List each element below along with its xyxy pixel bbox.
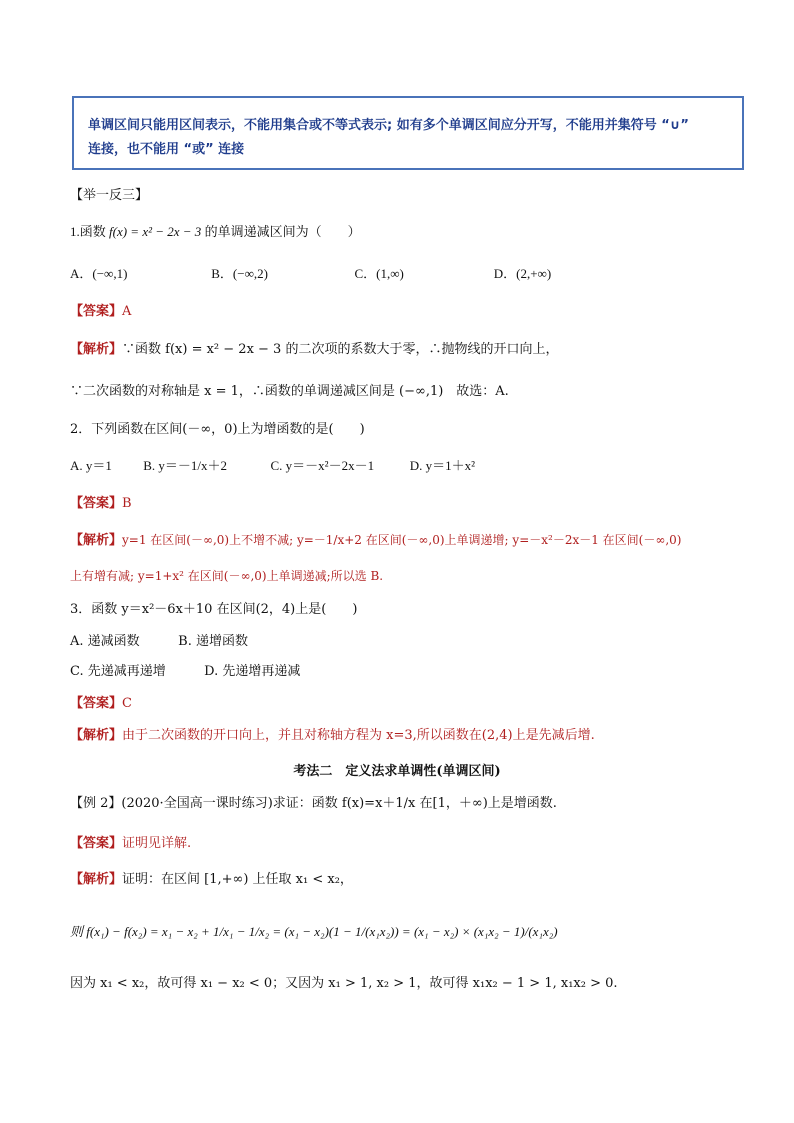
q1-analysis-tag: 【解析】	[70, 342, 123, 357]
q3-options-row1	[70, 632, 248, 652]
q3-option-a: A. 递减函数	[70, 634, 140, 649]
q1-option-b: B．(−∞,2)	[211, 266, 268, 281]
q2-answer	[70, 494, 132, 514]
q3-option-d: D. 先递增再递减	[204, 664, 301, 679]
example2-proof-2: 则 f(x₁) − f(x₂) = x₁ − x₂ + 1/x₁ − 1/x₂ = (x₁ − x₂)(1 − 1/(x₁x₂)) = (x₁ − x₂) × (x₁x₂ − 1)/(x₁x₂)	[70, 924, 558, 939]
example2-proof-1	[70, 870, 353, 890]
q3-analysis-tag: 【解析】	[70, 728, 123, 743]
tip-line-2: 连接，也不能用 “或” 连接	[88, 142, 245, 157]
example2-answer	[70, 834, 191, 854]
method-title: 考法二 定义法求单调性(单调区间)	[293, 764, 501, 779]
q1-analysis-2: ∵二次函数的对称轴是 x = 1，∴函数的单调递减区间是 (−∞,1) 故选：A.	[70, 384, 509, 399]
q2-answer-value: B	[122, 496, 132, 511]
section-label: 【举一反三】	[70, 188, 149, 203]
q2-option-d: D. y＝1＋x²	[409, 458, 476, 473]
q1-options	[70, 264, 551, 284]
q2-analysis-text-1: y=1 在区间(－∞,0)上不增不减; y=－1/x+2 在区间(－∞,0)上单调递增; y=－x²－2x－1 在区间(－∞,0)	[122, 533, 682, 547]
q1-option-d: D．(2,+∞)	[493, 266, 552, 281]
q3-options-row2	[70, 662, 300, 682]
example2-stem: 【例 2】(2020·全国高一课时练习)求证：函数 f(x)=x＋1/x 在[1，＋∞)上是增函数.	[70, 796, 557, 811]
q3-answer-tag: 【答案】	[70, 696, 123, 711]
q1-stem-suffix: 的单调递减区间为（ ）	[204, 224, 361, 239]
q2-analysis-2: 上有增有减; y=1+x² 在区间(－∞,0)上单调递减;所以选 B.	[70, 569, 384, 583]
example2-proof-text-1: 证明：在区间 [1,+∞) 上任取 x₁ < x₂，	[122, 872, 353, 887]
q1-stem-func: f(x) = x² − 2x − 3	[109, 224, 202, 239]
q1-option-a: A．(−∞,1)	[70, 266, 128, 281]
example2-answer-tag: 【答案】	[70, 836, 123, 851]
example2-analysis-tag: 【解析】	[70, 872, 123, 887]
q2-analysis-1	[70, 530, 682, 551]
q3-answer-value: C	[122, 696, 132, 711]
example2-answer-value: 证明见详解.	[122, 836, 192, 851]
q1-stem	[70, 222, 361, 242]
q1-answer-value: A	[122, 304, 132, 319]
q3-analysis	[70, 726, 595, 746]
q2-options	[70, 456, 475, 476]
tip-line-1: 单调区间只能用区间表示，不能用集合或不等式表示; 如有多个单调区间应分开写，不能用并集符号 “∪”	[88, 118, 689, 133]
q3-stem: 3．函数 y＝x²－6x＋10 在区间(2，4)上是( )	[70, 602, 358, 617]
q2-answer-tag: 【答案】	[70, 496, 123, 511]
q3-answer	[70, 694, 132, 714]
q2-option-b: B. y＝－1/x＋2	[143, 458, 228, 473]
q2-option-a: A. y＝1	[70, 458, 112, 473]
q3-option-b: B. 递增函数	[178, 634, 248, 649]
q2-stem: 2．下列函数在区间(－∞，0)上为增函数的是( )	[70, 422, 365, 437]
q1-answer	[70, 302, 131, 322]
q2-option-c: C. y＝－x²－2x－1	[270, 458, 375, 473]
q1-analysis-1	[70, 340, 558, 360]
q1-analysis-text-1: ∵函数 f(x) = x² − 2x − 3 的二次项的系数大于零，∴抛物线的开口向上，	[122, 342, 559, 357]
tip-box	[72, 96, 744, 170]
example2-proof-3: 因为 x₁ < x₂，故可得 x₁ − x₂ < 0；又因为 x₁ > 1, x₂ > 1，故可得 x₁x₂ − 1 > 1, x₁x₂ > 0.	[70, 976, 618, 991]
q2-analysis-tag: 【解析】	[70, 533, 123, 548]
q3-analysis-text: 由于二次函数的开口向上，并且对称轴方程为 x=3,所以函数在(2,4)上是先减后增.	[122, 728, 595, 743]
q1-answer-tag: 【答案】	[70, 304, 123, 319]
q1-stem-prefix: 1.函数	[70, 224, 106, 239]
q1-option-c: C．(1,∞)	[354, 266, 404, 281]
q3-option-c: C. 先递减再递增	[70, 664, 166, 679]
